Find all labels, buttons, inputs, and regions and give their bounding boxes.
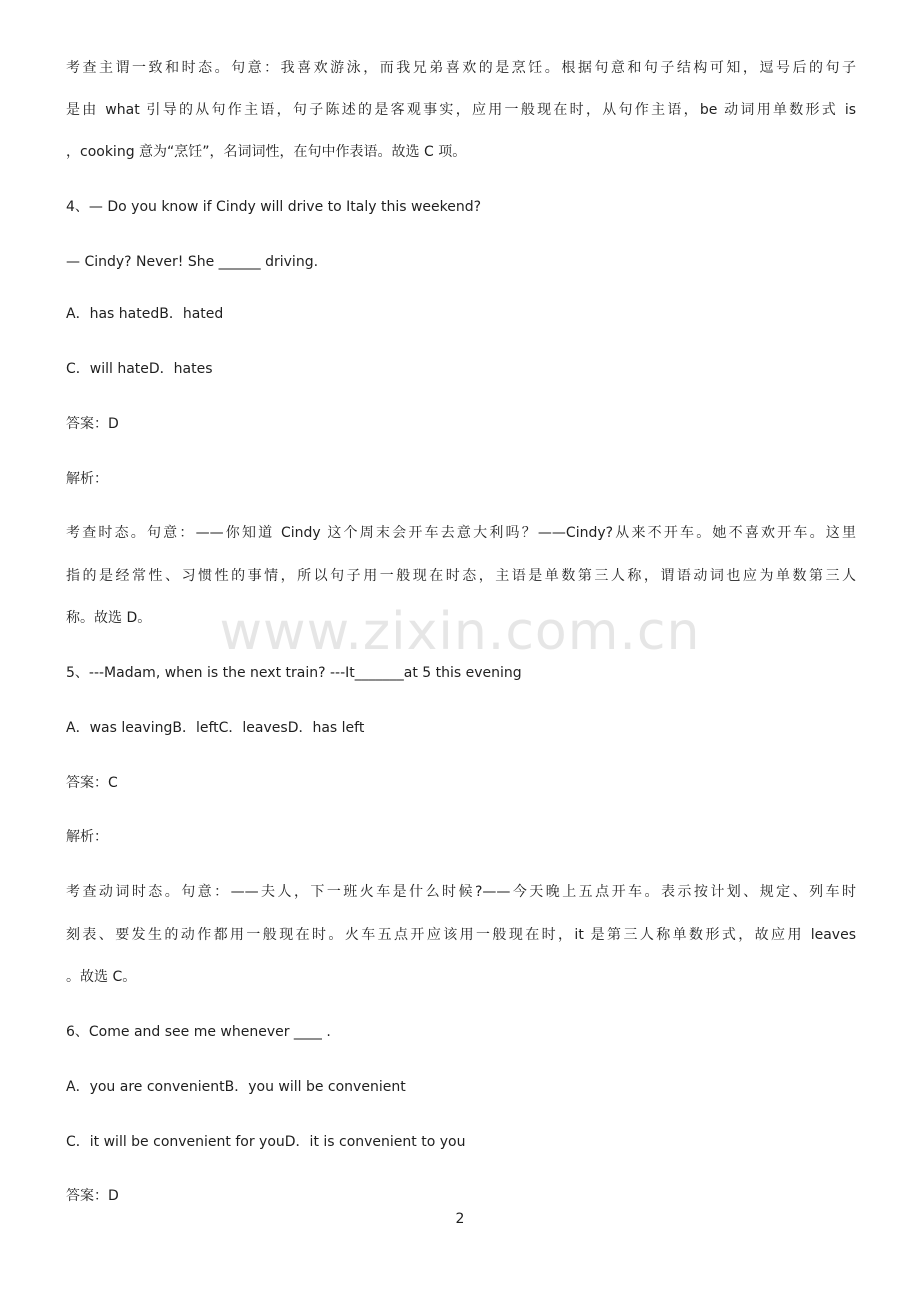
q4-analysis-line-2: 指的是经常性、习惯性的事情，所以句子用一般现在时态，主语是单数第三人称，谓语动词也应为单数第三人 <box>66 568 856 584</box>
q5-analysis-line-3: 。故选 C。 <box>66 969 137 985</box>
q4-analysis-line-3: 称。故选 D。 <box>66 610 152 626</box>
q5-question: 5、---Madam, when is the next train? ---It_______at 5 this evening <box>66 665 522 681</box>
q3-analysis-line-2: 是由 what 引导的从句作主语，句子陈述的是客观事实，应用一般现在时，从句作主语，be 动词用单数形式 is <box>66 102 856 118</box>
q6-answer: 答案：D <box>66 1188 119 1204</box>
q6-question: 6、Come and see me whenever ____ . <box>66 1024 331 1040</box>
q4-question-reply: — Cindy? Never! She ______ driving. <box>66 254 319 270</box>
q4-answer: 答案：D <box>66 416 119 432</box>
q6-options-cd: C．it will be convenient for youD．it is convenient to you <box>66 1134 466 1150</box>
q5-analysis-label: 解析： <box>66 829 108 845</box>
watermark: www.zixin.com.cn <box>219 602 701 662</box>
page-number: 2 <box>455 1211 465 1227</box>
q4-options-cd: C．will hateD．hates <box>66 361 213 377</box>
q5-options: A．was leavingB．leftC．leavesD．has left <box>66 720 365 736</box>
q5-answer: 答案：C <box>66 775 118 791</box>
q3-analysis-line-1: 考查主谓一致和时态。句意：我喜欢游泳，而我兄弟喜欢的是烹饪。根据句意和句子结构可知，逗号后的句子 <box>66 60 856 76</box>
q4-analysis-label: 解析： <box>66 471 108 487</box>
q3-analysis-line-3: ，cooking 意为“烹饪”，名词词性，在句中作表语。故选 C 项。 <box>66 144 467 160</box>
q4-options-ab: A．has hatedB．hated <box>66 306 224 322</box>
q5-analysis-line-1: 考查动词时态。句意：——夫人，下一班火车是什么时候?——今天晚上五点开车。表示按计划、规定、列车时 <box>66 884 856 900</box>
q5-analysis-line-2: 刻表、要发生的动作都用一般现在时。火车五点开应该用一般现在时，it 是第三人称单数形式，故应用 leaves <box>66 927 856 943</box>
q4-question: 4、— Do you know if Cindy will drive to Italy this weekend? <box>66 199 482 215</box>
q4-analysis-line-1: 考查时态。句意：——你知道 Cindy 这个周末会开车去意大利吗？——Cindy?从来不开车。她不喜欢开车。这里 <box>66 525 856 541</box>
q6-options-ab: A．you are convenientB．you will be convenient <box>66 1079 406 1095</box>
